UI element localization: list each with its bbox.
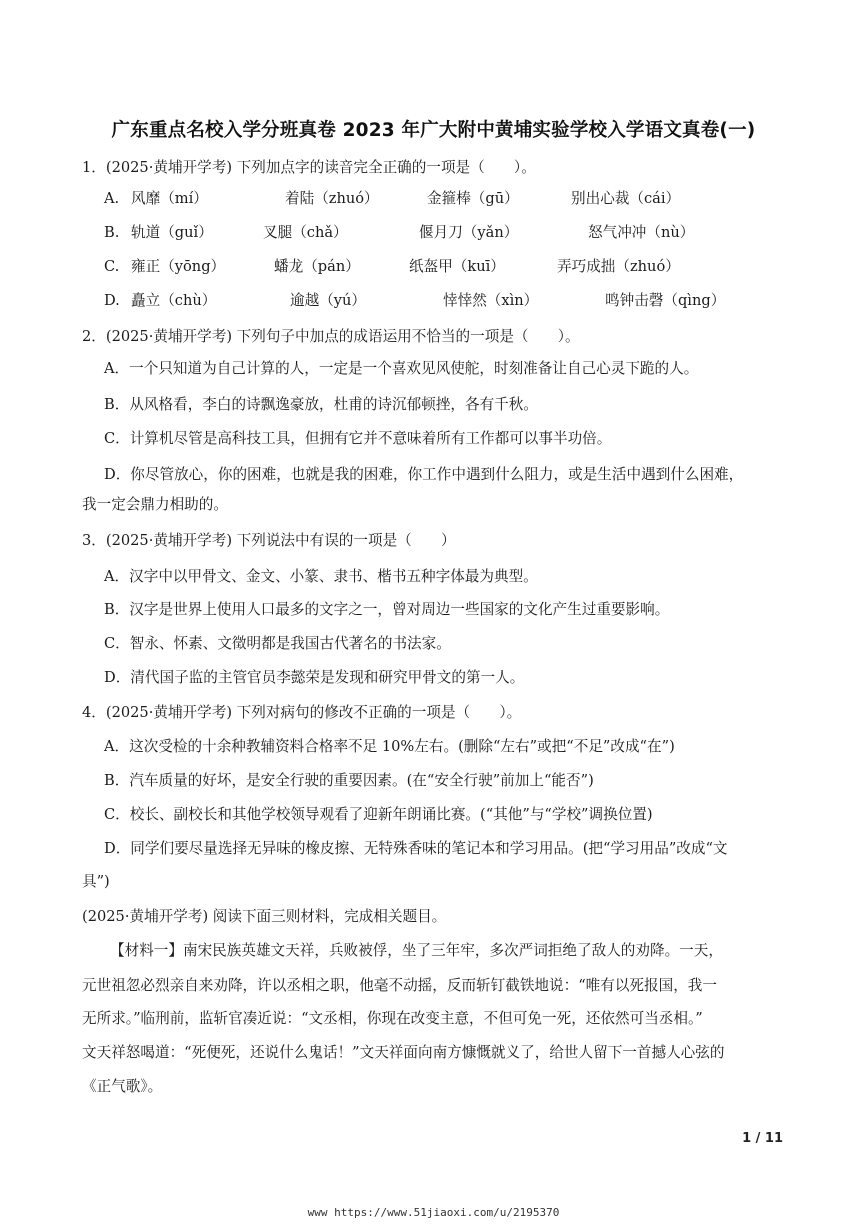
- q1-d-item-2: 逾越（yú）: [290, 292, 367, 309]
- q1-a-item-2: 着陆（zhuó）: [285, 190, 379, 207]
- watermark-link[interactable]: www https://www.51jiaoxi.com/u/2195370: [307, 1206, 560, 1219]
- q1-b-item-1: 轨道（guǐ）: [131, 224, 213, 241]
- material-line-3: 无所求。”临刑前，监斩官凑近说：“文丞相，你现在改变主意，不但可免一死，还依然可当丞相。”: [82, 1010, 703, 1027]
- q1-b-item-2: 叉腿（chǎ）: [263, 224, 348, 241]
- q1-c-item-1: 雍正（yōng）: [131, 258, 226, 275]
- q3-option-d: D．清代国子监的主管官员李懿荣是发现和研究甲骨文的第一人。: [104, 669, 525, 686]
- q1-b-item-4: 怒气冲冲（nù）: [588, 224, 695, 241]
- q1-c-letter: C.: [104, 258, 120, 275]
- question-2-stem: 2．(2025·黄埔开学考) 下列句子中加点的成语运用不恰当的一项是（ ）。: [82, 328, 580, 345]
- q1-a-item-1: 风靡（mí）: [131, 190, 208, 207]
- q1-c-item-4: 弄巧成拙（zhuó）: [557, 258, 680, 275]
- q1-a-item-4: 别出心裁（cái）: [571, 190, 681, 207]
- material-line-5: 《正气歌》。: [82, 1078, 163, 1095]
- q1-a-letter: A.: [104, 190, 120, 207]
- q4-option-d: D．同学们要尽量选择无异味的橡皮擦、无特殊香味的笔记本和学习用品。(把“学习用品”改成“文: [104, 840, 728, 857]
- q3-option-b: B．汉字是世界上使用人口最多的文字之一，曾对周边一些国家的文化产生过重要影响。: [104, 601, 670, 618]
- q3-option-a: A．汉字中以甲骨文、金文、小篆、隶书、楷书五种字体最为典型。: [104, 568, 538, 585]
- q2-option-d: D．你尽管放心，你的困难，也就是我的困难，你工作中遇到什么阻力，或是生活中遇到什么困难，: [104, 466, 744, 483]
- q2-option-b: B．从风格看，李白的诗飘逸豪放，杜甫的诗沉郁顿挫，各有千秋。: [104, 396, 538, 413]
- q3-option-c: C．智永、怀素、文徵明都是我国古代著名的书法家。: [104, 635, 451, 652]
- question-3-stem: 3．(2025·黄埔开学考) 下列说法中有误的一项是（ ）: [82, 532, 456, 549]
- page-title: 广东重点名校入学分班真卷 2023 年广大附中黄埔实验学校入学语文真卷(一): [111, 120, 756, 141]
- page-number: 1 / 11: [742, 1131, 783, 1146]
- material-line-1: 【材料一】南宋民族英雄文天祥，兵败被俘，坐了三年牢，多次严词拒绝了敌人的劝降。一天，: [110, 942, 723, 959]
- q2-option-c: C．计算机尽管是高科技工具，但拥有它并不意味着所有工作都可以事半功倍。: [104, 430, 612, 447]
- reading-intro: (2025·黄埔开学考) 阅读下面三则材料，完成相关题目。: [82, 908, 447, 925]
- q1-a-item-3: 金箍棒（gū）: [427, 190, 519, 207]
- q1-d-letter: D.: [104, 292, 120, 309]
- q1-d-item-3: 悻悻然（xìn）: [443, 292, 539, 309]
- q2-option-d-cont: 我一定会鼎力相助的。: [82, 496, 228, 513]
- q1-b-item-3: 偃月刀（yǎn）: [419, 224, 519, 241]
- q2-option-a: A．一个只知道为自己计算的人，一定是一个喜欢见风使舵，时刻准备让自己心灵下跪的人。: [104, 360, 699, 377]
- q1-d-item-4: 鸣钟击磬（qìng）: [605, 292, 726, 309]
- q1-c-item-3: 纸盔甲（kuī）: [409, 258, 505, 275]
- material-line-4: 文天祥怒喝道：“死便死，还说什么鬼话！”文天祥面向南方慷慨就义了，给世人留下一首撼人心弦的: [82, 1044, 725, 1061]
- q1-b-letter: B.: [104, 224, 120, 241]
- question-4-stem: 4．(2025·黄埔开学考) 下列对病句的修改不正确的一项是（ ）。: [82, 704, 522, 721]
- material-line-2: 元世祖忽必烈亲自来劝降，许以丞相之职，他毫不动摇，反而斩钉截铁地说：“唯有以死报国，我一: [82, 977, 717, 994]
- q1-c-item-2: 蟠龙（pán）: [274, 258, 360, 275]
- question-1-stem: 1．(2025·黄埔开学考) 下列加点字的读音完全正确的一项是（ ）。: [82, 159, 536, 176]
- q1-d-item-1: 矗立（chù）: [131, 292, 217, 309]
- q4-option-b: B．汽车质量的好坏，是安全行驶的重要因素。(在“安全行驶”前加上“能否”): [104, 772, 594, 789]
- q4-option-c: C．校长、副校长和其他学校领导观看了迎新年朗诵比赛。(“其他”与“学校”调换位置): [104, 806, 653, 823]
- q4-option-a: A．这次受检的十余种教辅资料合格率不足 10%左右。(删除“左右”或把“不足”改成“在”): [104, 738, 675, 755]
- q4-option-d-cont: 具”): [82, 873, 110, 890]
